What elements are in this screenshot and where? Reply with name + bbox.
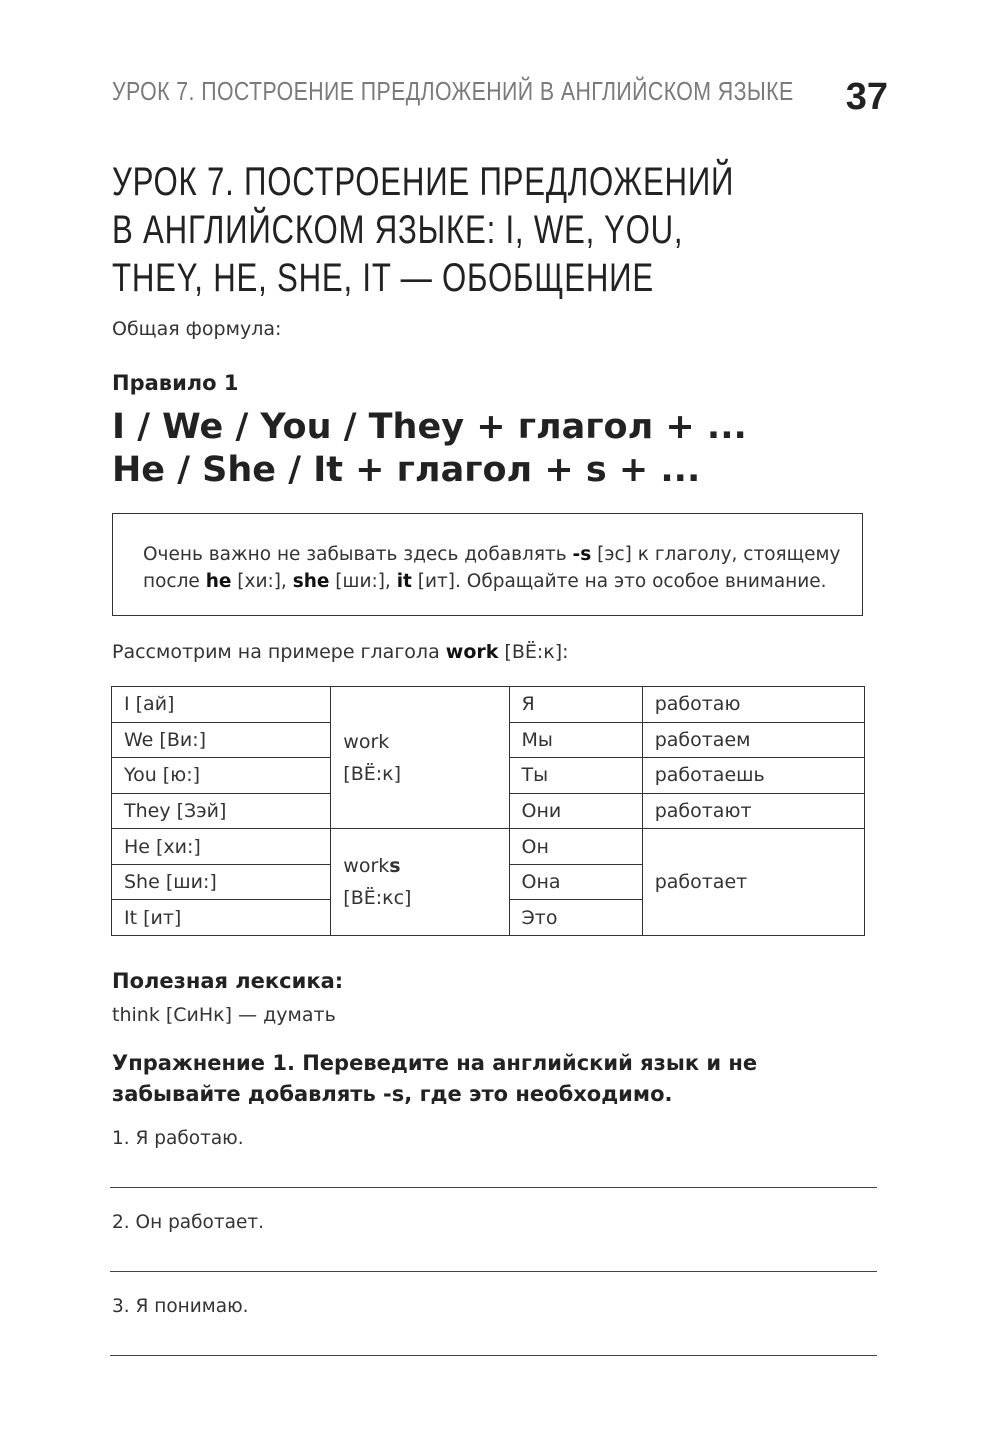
- ru-pronoun-cell: Я: [509, 687, 642, 723]
- note-part: [ит]. Обращайте на это особое внимание.: [411, 571, 827, 592]
- pronoun-cell: We [Ви:]: [112, 722, 331, 758]
- verb-cell: [331, 829, 509, 936]
- vocabulary-item: think [СиНк] — думать: [112, 1004, 336, 1026]
- note-emphasis: he: [205, 571, 232, 592]
- note-text: [143, 541, 843, 595]
- title-line: УРОК 7. ПОСТРОЕНИЕ ПРЕДЛОЖЕНИЙ: [112, 160, 735, 204]
- formula-line: He / She / It + глагол + s + ...: [112, 450, 701, 490]
- pronoun-cell: They [Зэй]: [112, 793, 331, 829]
- note-part: [ши:],: [329, 571, 397, 592]
- verb-transcription: [ВЁ:к]: [343, 762, 402, 785]
- ru-verb-cell: работаю: [642, 687, 864, 723]
- verb-form: [343, 850, 508, 882]
- example-intro-text: Рассмотрим на примере глагола: [112, 641, 446, 663]
- verb-transcription: [ВЁ:кс]: [343, 887, 412, 910]
- note-box: [112, 513, 863, 616]
- verb-form: work: [343, 730, 390, 753]
- note-emphasis: it: [396, 571, 412, 592]
- pronoun-cell: She [ши:]: [112, 864, 331, 900]
- note-part: Очень важно не забывать здесь добавлять: [143, 544, 573, 565]
- page-number: 37: [845, 76, 888, 118]
- verb-suffix: s: [389, 855, 401, 878]
- ru-verb-cell: работают: [642, 793, 864, 829]
- note-emphasis: she: [292, 571, 330, 592]
- formula-line: I / We / You / They + глагол + ...: [112, 407, 747, 447]
- title-line: В АНГЛИЙСКОМ ЯЗЫКЕ: I, WE, YOU,: [112, 208, 684, 252]
- exercise-heading: Упражнение 1. Переведите на английский язык и не забывайте добавлять -s, где это необходимо.: [112, 1051, 758, 1106]
- conjugation-table: [111, 686, 865, 936]
- ru-verb-cell: работаем: [642, 722, 864, 758]
- note-emphasis: -s: [572, 544, 592, 565]
- ru-verb-cell: работаешь: [642, 758, 864, 794]
- ru-pronoun-cell: Он: [509, 829, 642, 865]
- example-verb: work: [445, 641, 499, 663]
- note-part: [хи:],: [231, 571, 293, 592]
- rule-label: Правило 1: [112, 371, 239, 395]
- example-intro: [112, 641, 569, 663]
- ru-pronoun-cell: Она: [509, 864, 642, 900]
- example-transcription: [ВЁ:к]:: [498, 641, 569, 663]
- running-header: УРОК 7. ПОСТРОЕНИЕ ПРЕДЛОЖЕНИЙ В АНГЛИЙСКОМ ЯЗЫКЕ: [112, 76, 794, 106]
- exercise-item: 2. Он работает.: [112, 1212, 265, 1233]
- verb-stem: work: [343, 855, 390, 878]
- rule-formula: [112, 406, 747, 492]
- ru-verb-cell: работает: [642, 829, 864, 936]
- ru-pronoun-cell: Они: [509, 793, 642, 829]
- lesson-title: [112, 158, 872, 302]
- ru-pronoun-cell: Ты: [509, 758, 642, 794]
- note-part: [эс] к глаголу, стоящему после: [143, 544, 841, 592]
- pronoun-cell: I [ай]: [112, 687, 331, 723]
- formula-intro: Общая формула:: [112, 318, 282, 340]
- verb-cell: [331, 687, 509, 829]
- ru-pronoun-cell: Это: [509, 900, 642, 936]
- answer-line[interactable]: [110, 1187, 877, 1188]
- answer-line[interactable]: [110, 1355, 877, 1356]
- exercise-item: 3. Я понимаю.: [112, 1296, 249, 1317]
- table-row: [112, 687, 865, 723]
- title-line: THEY, HE, SHE, IT — ОБОБЩЕНИЕ: [112, 256, 654, 300]
- pronoun-cell: He [хи:]: [112, 829, 331, 865]
- ru-pronoun-cell: Мы: [509, 722, 642, 758]
- pronoun-cell: You [ю:]: [112, 758, 331, 794]
- vocabulary-heading: Полезная лексика:: [112, 969, 344, 993]
- pronoun-cell: It [ит]: [112, 900, 331, 936]
- table-row: [112, 829, 865, 865]
- answer-line[interactable]: [110, 1271, 877, 1272]
- exercise-item: 1. Я работаю.: [112, 1128, 244, 1149]
